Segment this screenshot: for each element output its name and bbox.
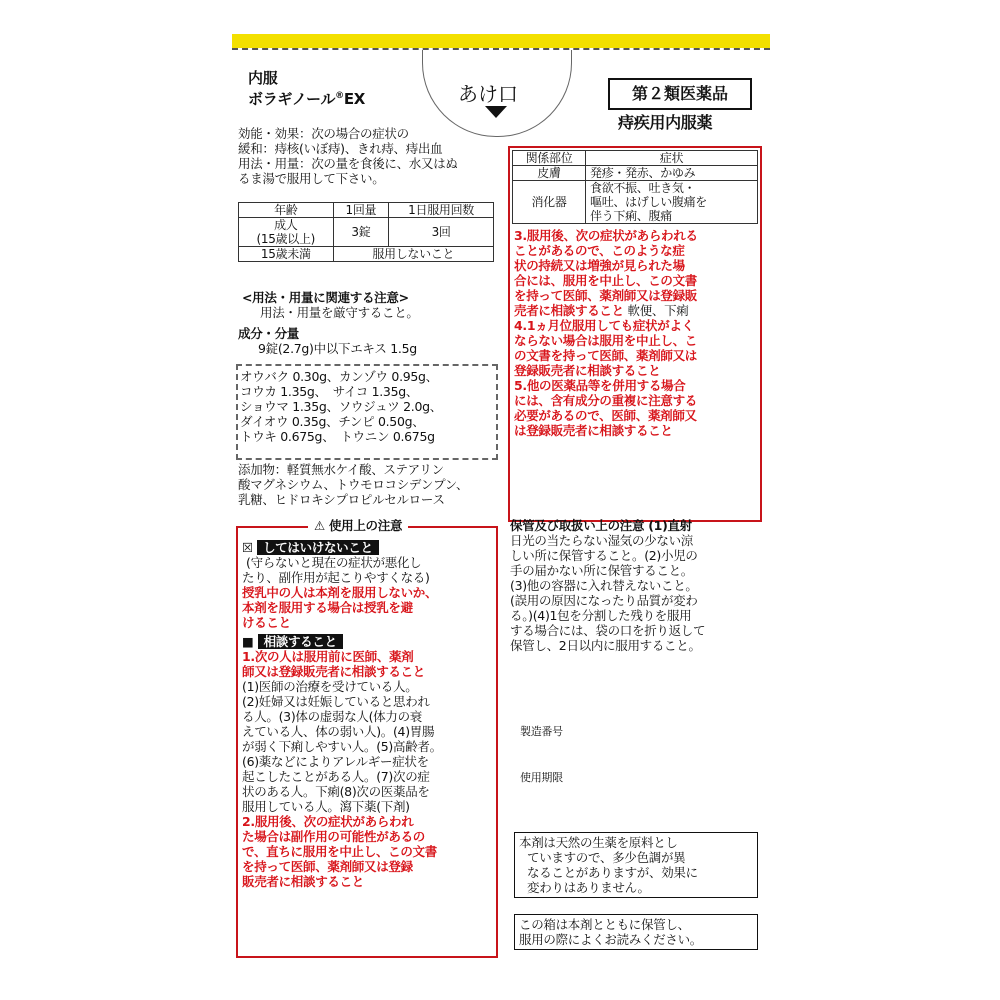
consult-heading: ■ 相談すること <box>242 634 496 649</box>
side-effects-box <box>508 146 762 522</box>
precautions-title: ⚠ 使用上の注意 <box>308 518 408 533</box>
additives: 添加物：軽質無水ケイ酸、ステアリン 酸マグネシウム、トウモロコシデンプン、 乳糖、ヒドロキシプロピルセルロース <box>238 462 469 507</box>
composition: 成分・分量 9錠(2.7g)中以下エキス 1.5g <box>238 326 417 356</box>
lot-number-label: 製造番号 <box>520 725 563 738</box>
consult-icon: ■ <box>242 634 254 649</box>
prohibited-icon: ☒ <box>242 540 253 555</box>
side-effects-notes: 3.服用後、次の症状があらわれる ことがあるので、このような症 状の持続又は増強が見られた場 合には、服用を中止し、この文書 を持って医師、薬剤師又は登録販 売者に相談すること 軟便、下痢 4.1ヵ月位服用しても症状がよく ならない場合は服用を中止し、こ の文書を持って医師、薬剤師又は 登録販売者に相談すること 5.他の医薬品等を併用する場合 には、含有成分の重複に注意する 必要があるので、医師、薬剤師又 は登録販売者に相談すること <box>514 228 698 438</box>
drug-category-badge: 第２類医薬品 <box>608 78 752 110</box>
side-effects-table: 関係部位 症状 皮膚 発疹・発赤、かゆみ 消化器 食欲不振、吐き気・ 嘔吐、はげしい腹痛を 伴う下痢、腹痛 <box>512 150 758 224</box>
down-arrow-icon <box>485 106 507 118</box>
dont-heading: ☒ してはいけないこと <box>242 540 496 555</box>
yellow-top-band <box>232 34 770 48</box>
precautions-box: ⚠ 使用上の注意 ☒ してはいけないこと (守らないと現在の症状が悪化し たり、副作用が起こりやすくなる) 授乳中の人は本剤を服用しないか、 本剤を服用する場合は授乳を避 けること ■ 相談すること 1.次の人は服用前に医師、薬剤 師又は登録販売者に相談すること (1)医師の治療を受けている人。 (2)妊婦又は妊娠していると思われ る人。(3)体の虚弱な人(体力の衰 えている人、体の弱い人)。(4)胃腸 が弱く下痢しやすい人。(5)高齢者。 (6)薬などによりアレルギー症状を 起こしたことがある人。(7)次の症 状のある人。下痢(8)次の医薬品を 服用している人。瀉下薬(下剤) 2.服用後、次の症状があらわれ た場合は副作用の可能性があるの で、直ちに服用を中止し、この文書 を持って医師、薬剤師又は登録 販売者に相談すること <box>236 526 498 958</box>
open-label: あけ口 <box>458 82 518 106</box>
expiry-label: 使用期限 <box>520 771 563 784</box>
keep-box-note: この箱は本剤とともに保管し、 服用の際によくお読みください。 <box>514 914 758 950</box>
product-form: 内服 <box>248 69 278 87</box>
ingredients-box: オウバク 0.30g、カンゾウ 0.95g、 コウカ 1.35g、 サイコ 1.35g、 ショウマ 1.35g、ソウジュツ 2.0g、 ダイオウ 0.35g、チンピ 0.50g、 トウキ 0.675g、 トウニン 0.675g <box>236 364 498 460</box>
usage-note: <用法・用量に関連する注意> 用法・用量を厳守すること。 <box>242 290 419 320</box>
storage-notes: 保管及び取扱い上の注意 (1)直射 日光の当たらない湿気の少ない涼 しい所に保管すること。(2)小児の 手の届かない所に保管すること。 (3)他の容器に入れ替えないこと。 (誤用の原因になったり品質が変わ る。)(4)1包を分割した残りを服用 する場合には、袋の口を折り返して 保管し、2日以内に服用すること。 <box>510 518 706 653</box>
natural-ingredients-note: 本剤は天然の生薬を原料とし ていますので、多少色調が異 なることがありますが、効果に 変わりはありません。 <box>514 832 758 898</box>
drug-type: 痔疾用内服薬 <box>618 113 713 132</box>
package-panel <box>232 34 770 1000</box>
product-name: ボラギノール®EX <box>248 90 366 108</box>
efficacy-section: 効能・効果：次の場合の症状の 緩和：痔核(いぼ痔)、きれ痔、痔出血 用法・用量：次の量を食後に、水又はぬ るま湯で服用して下さい。 <box>238 126 458 186</box>
dose-table: 年齢 1回量 1日服用回数 成人 (15歳以上) 3錠 3回 15歳未満 服用しないこと <box>238 202 494 262</box>
